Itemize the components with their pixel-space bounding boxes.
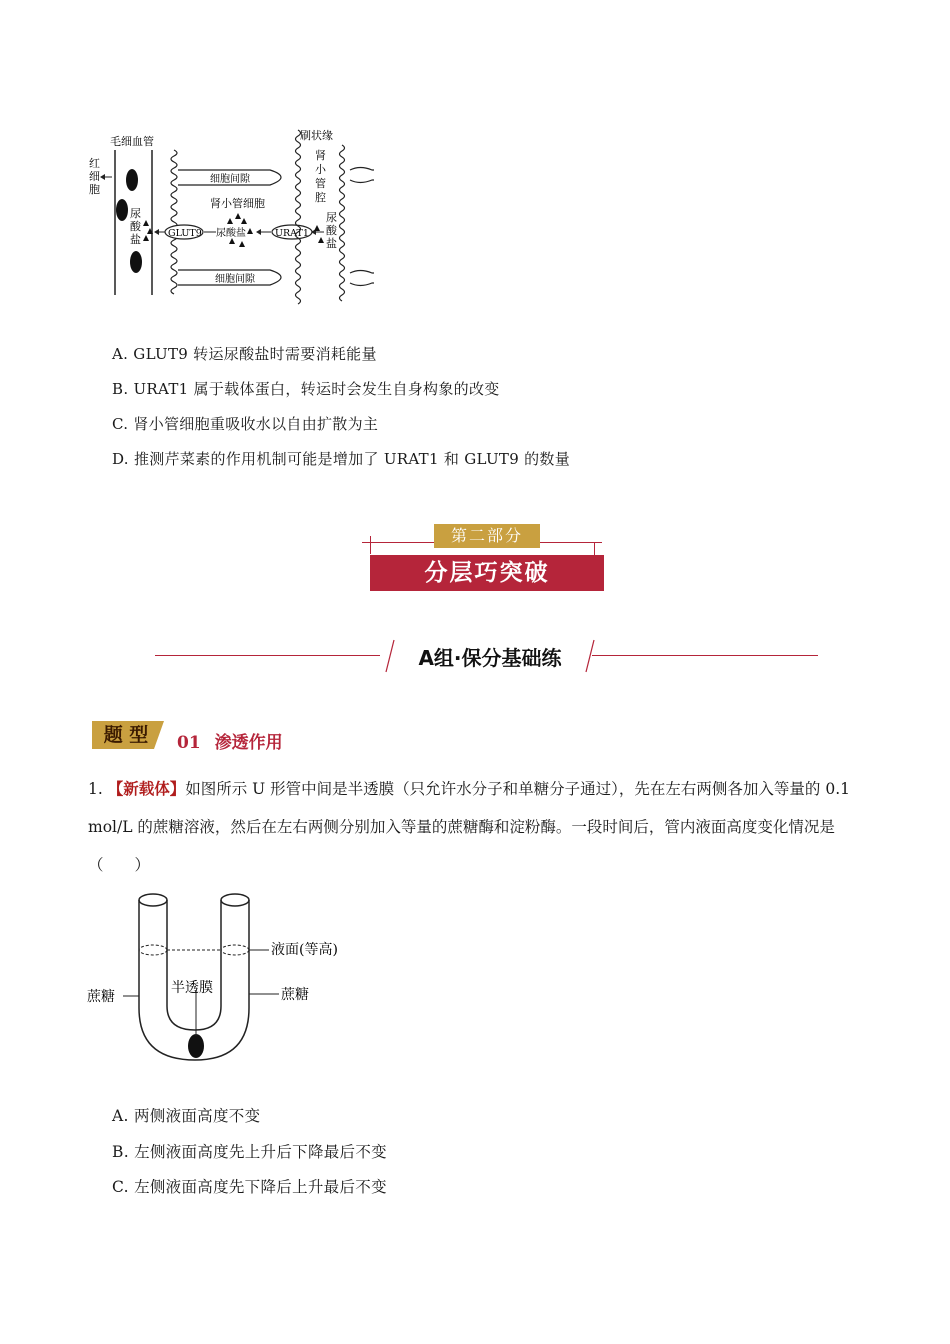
option-letter: C. [112, 415, 129, 433]
adjacent-cell-bottom [350, 283, 374, 286]
gap-bottom-label: 细胞间隙 [215, 274, 255, 285]
rbc-label-1: 红 [89, 157, 100, 170]
option-text: 左侧液面高度先下降后上升最后不变 [134, 1178, 387, 1196]
semipermeable-membrane [188, 1034, 204, 1058]
right-liquid-level [221, 945, 249, 955]
glut9-label: GLUT9 [168, 228, 202, 239]
option-letter: D. [112, 450, 129, 468]
option-d [112, 448, 570, 469]
basolateral-membrane [171, 150, 177, 294]
urate-triangle [239, 241, 245, 247]
urate-triangle [318, 237, 324, 243]
urate-triangle [235, 213, 241, 219]
banner-title: 分层巧突破 [370, 555, 604, 591]
lumen-label-3: 管 [315, 177, 326, 190]
adjacent-cell-top [350, 168, 374, 171]
option-text: 左侧液面高度先上升后下降最后不变 [134, 1143, 387, 1161]
slash [586, 640, 594, 672]
cell-label: 肾小管细胞 [210, 197, 265, 210]
option-letter: A. [112, 1107, 129, 1125]
arrow-head [256, 229, 261, 235]
option-c [112, 413, 378, 434]
option-text: GLUT9 转运尿酸盐时需要消耗能量 [133, 345, 377, 363]
adjacent-cell-top [350, 180, 374, 183]
lumen-label-2: 小 [315, 163, 326, 176]
left-liquid-level [139, 945, 167, 955]
urate-triangle [143, 220, 149, 226]
q1-option-c [112, 1175, 387, 1197]
urate-left-label-2: 酸 [130, 220, 141, 233]
lumen-label-4: 腔 [315, 191, 326, 204]
urate-triangle [227, 218, 233, 224]
option-text: URAT1 属于载体蛋白，转运时会发生自身构象的改变 [133, 380, 500, 398]
red-blood-cell [116, 199, 128, 221]
right-tube-opening [221, 894, 249, 906]
group-title: A组·保分基础练 [418, 646, 562, 670]
urate-triangle [314, 225, 320, 231]
urate-left-label-3: 盐 [130, 233, 141, 246]
urate-right-label-3: 盐 [326, 237, 337, 250]
option-letter: B. [112, 1143, 129, 1161]
question-number: 1. [88, 780, 103, 798]
urate-left-label-1: 尿 [130, 207, 141, 220]
question-body: 如图所示 U 形管中间是半透膜（只允许水分子和单糖分子通过），先在左右两侧各加入等量的 0.1 mol/L 的蔗糖溶液，然后在左右两侧分别加入等量的蔗糖酶和淀粉酶。一段时间后，管内液面高度变化情况是（ ） [88, 780, 850, 874]
level-label: 液面(等高) [271, 942, 338, 958]
urate-triangle [241, 218, 247, 224]
red-blood-cell [130, 251, 142, 273]
arrow-head [154, 229, 159, 235]
brush-border-right [340, 145, 345, 301]
part-label: 第二部分 [434, 524, 540, 548]
question-type-number: 01 [177, 733, 201, 753]
arrow-head [100, 174, 105, 180]
left-sucrose-label: 蔗糖 [87, 989, 115, 1005]
brush-border-label: 刷状缘 [300, 129, 333, 142]
red-blood-cell [126, 169, 138, 191]
right-sucrose-label: 蔗糖 [281, 987, 309, 1003]
group-rule-left [155, 655, 380, 656]
slash [386, 640, 394, 672]
urate-triangle [143, 235, 149, 241]
question-tag: 【新载体】 [107, 779, 186, 798]
lumen-label-1: 肾 [315, 149, 326, 162]
section-banner [362, 522, 612, 594]
question-1 [88, 770, 878, 884]
q1-option-a [112, 1104, 260, 1126]
urate-right-label-2: 酸 [326, 224, 337, 237]
adjacent-cell-bottom [350, 271, 374, 274]
option-b [112, 378, 500, 399]
urat1-label: URAT1 [275, 228, 309, 239]
urate-mid-label: 尿酸盐 [216, 228, 246, 239]
gap-top-label: 细胞间隙 [210, 174, 250, 185]
brush-border-left [296, 130, 301, 304]
capillary-label: 毛细血管 [110, 135, 154, 148]
q1-option-b [112, 1140, 387, 1162]
membrane-label: 半透膜 [171, 980, 213, 996]
option-a [112, 343, 377, 364]
question-type-title [177, 728, 283, 753]
u-tube-inner [167, 900, 221, 1030]
banner-rule [370, 536, 371, 554]
kidney-tubule-diagram [80, 125, 390, 310]
u-tube-figure [85, 888, 375, 1068]
question-type-badge [90, 719, 166, 751]
option-text: 两侧液面高度不变 [133, 1107, 261, 1125]
question-type-name: 渗透作用 [214, 733, 283, 753]
option-letter: B. [112, 380, 129, 398]
option-letter: C. [112, 1178, 129, 1196]
rbc-label-3: 胞 [89, 183, 100, 196]
rbc-label-2: 细 [89, 170, 100, 183]
left-tube-opening [139, 894, 167, 906]
option-text: 推测芹菜素的作用机制可能是增加了 URAT1 和 GLUT9 的数量 [133, 450, 571, 468]
group-rule-right [592, 655, 818, 656]
option-letter: A. [112, 345, 129, 363]
urate-right-label-1: 尿 [326, 211, 337, 224]
urate-triangle [247, 228, 253, 234]
option-text: 肾小管细胞重吸收水以自由扩散为主 [133, 415, 379, 433]
badge-text: 题 型 [103, 724, 149, 746]
